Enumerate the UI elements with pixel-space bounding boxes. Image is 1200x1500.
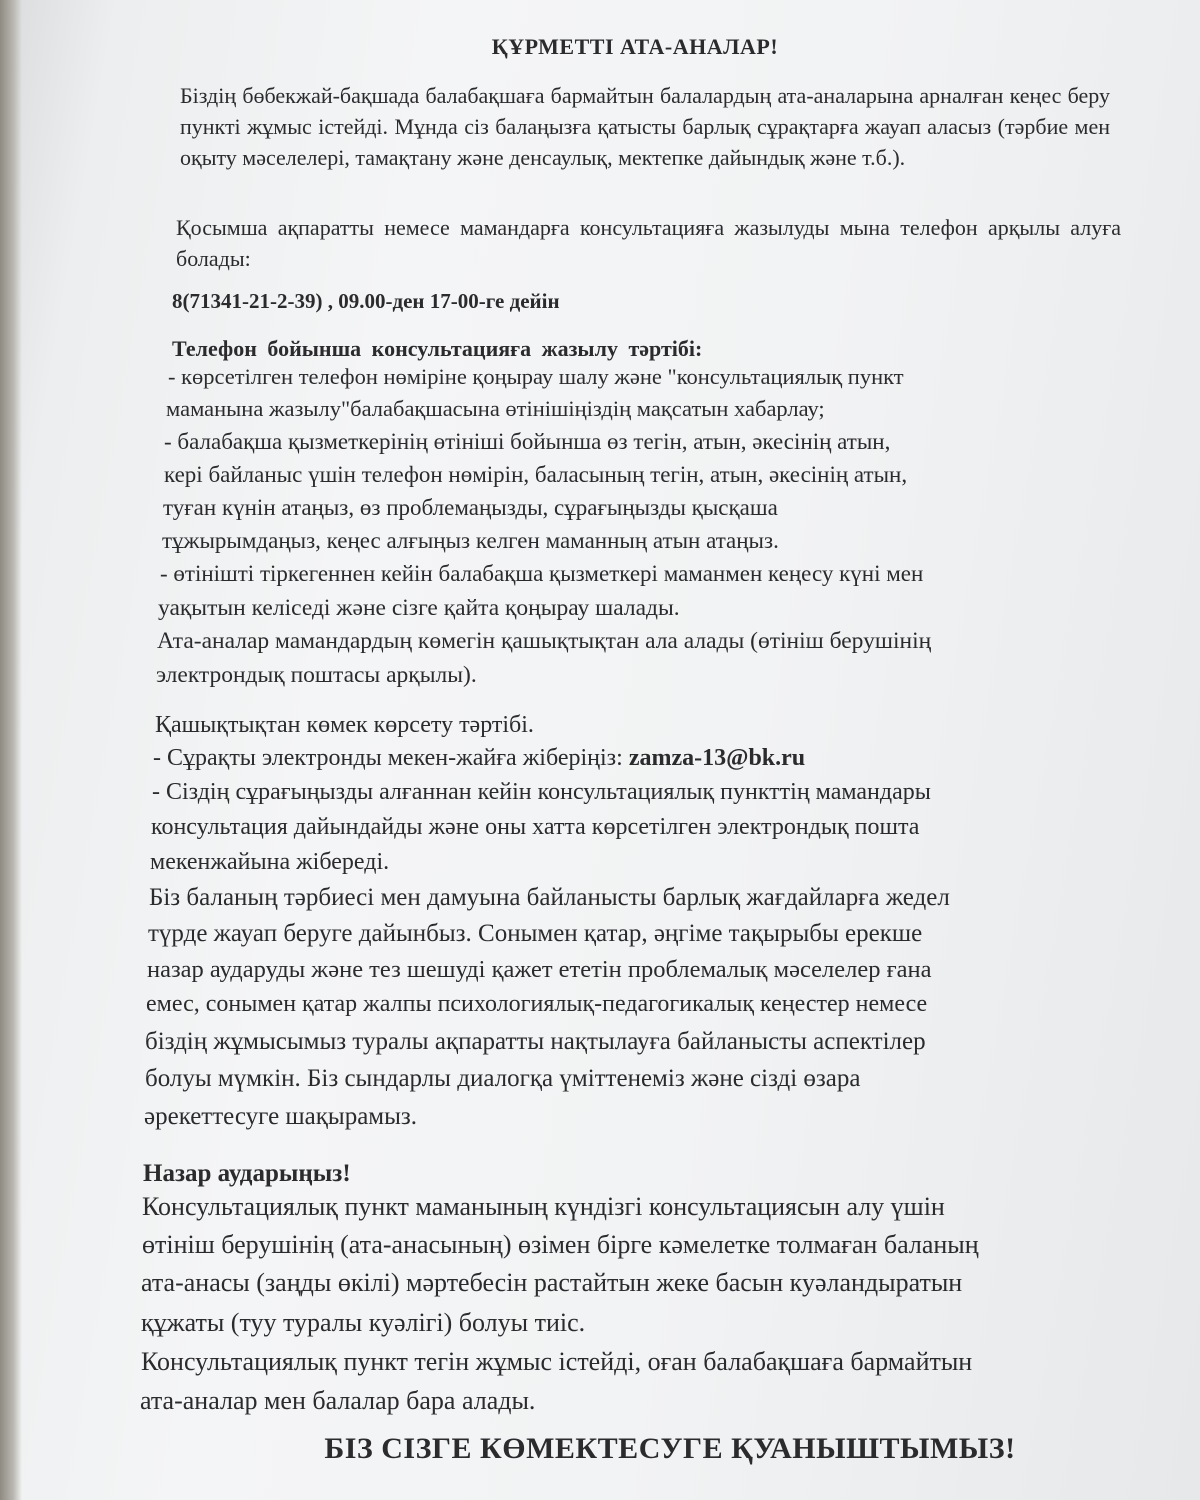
text-line: Ата-аналар мамандардың көмегін қашықтықтан ала алады (өтініш берушінің: [157, 628, 932, 654]
text-line: электрондық поштасы арқылы).: [156, 662, 477, 688]
text-line: ата-анасы (заңды өкілі) мәртебесін растайтын жеке басын куәландыратын: [141, 1268, 963, 1297]
text-line: біздің жұмысымыз туралы ақпаратты нақтылауға байланысты аспектілер: [145, 1028, 926, 1055]
text-line: Консультациялық пункт тегін жұмыс істейді, оған балабақшаға бармайтын: [141, 1347, 973, 1376]
info-paragraph: Қосымша ақпаратты немесе мамандарға консультацияға жазылуды мына телефон арқылы алуға болады:: [176, 215, 1121, 271]
email-prefix: - Сұрақты электронды мекен-жайға жіберіңіз:: [153, 745, 629, 771]
remote-section-heading: Қашықтықтан көмек көрсету тәртібі.: [155, 712, 534, 738]
text-line: болуы мүмкін. Біз сындарлы диалогқа үміттенеміз және сізді өзара: [145, 1065, 861, 1092]
text-line: - көрсетілген телефон нөміріне қоңырау шалу және "консультациялық пункт: [168, 364, 904, 389]
text-line: Біз баланың тәрбиесі мен дамуына байланысты барлық жағдайларға жедел: [149, 884, 950, 911]
text-line: туған күнін атаңыз, өз проблемаңызды, сұрағыңызды қысқаша: [163, 495, 778, 520]
text-line: тұжырымдаңыз, кеңес алғыңыз келген маманның атын атаңыз.: [162, 528, 779, 553]
page-title: ҚҰРМЕТТІ АТА-АНАЛАР!: [491, 34, 779, 59]
text-line: түрде жауап беруге дайынбыз. Сонымен қатар, әңгіме тақырыбы ерекше: [148, 920, 923, 947]
email-line: [153, 745, 805, 772]
email-address: zamza-13@bk.ru: [628, 745, 806, 771]
phone-line: 8(71341-21-2-39) , 09.00-ден 17-00-ге дейін: [172, 289, 560, 313]
text-line: консультация дайындайды және оны хатта көрсетілген электрондық пошта: [151, 814, 920, 840]
text-line: - балабақша қызметкерінің өтініші бойынша өз тегін, атын, әкесінің атын,: [164, 429, 891, 454]
text-line: құжаты (туу туралы куәлігі) болуы тиіс.: [141, 1308, 586, 1337]
text-line: уақытын келіседі және сізге қайта қоңырау шалады.: [158, 595, 680, 621]
footer-slogan: БІЗ СІЗГЕ КӨМЕКТЕСУГЕ ҚУАНЫШТЫМЫЗ!: [324, 1432, 1016, 1465]
text-line: назар аударуды және тез шешуді қажет ететін проблемалық мәселелер ғана: [147, 956, 932, 983]
intro-paragraph: Біздің бөбекжай-бақшада балабақшаға бармайтын балалардың ата-аналарына арналған кеңес беру пункті жұмыс істейді. Мұнда сіз балаңызға қатысты барлық сұрақтарға жауап аласыз (тәрбие мен оқыту мәселелері, тамақтану және денсаулық, мектепке дайындық және т.б.).: [180, 83, 1110, 170]
text-line: Консультациялық пункт маманының күндізгі консультациясын алу үшін: [142, 1192, 945, 1221]
text-line: - Сіздің сұрағыңызды алғаннан кейін консультациялық пункттің мамандары: [152, 779, 931, 805]
text-line: емес, сонымен қатар жалпы психологиялық-педагогикалық кеңестер немесе: [146, 991, 928, 1017]
text-line: әрекеттесуге шақырамыз.: [144, 1103, 418, 1130]
text-line: өтініш берушінің (ата-анасының) өзімен бірге кәмелетке толмаған баланың: [142, 1230, 979, 1259]
attention-heading: Назар аударыңыз!: [143, 1160, 351, 1187]
page-edge-shadow: [0, 0, 22, 1500]
text-line: ата-аналар мен балалар бара алады.: [140, 1386, 536, 1415]
text-line: маманына жазылу"балабақшасына өтінішіңіздің мақсатын хабарлау;: [166, 396, 825, 421]
phone-section-heading: Телефон бойынша консультацияға жазылу тәртібі:: [172, 336, 703, 361]
text-line: - өтінішті тіркегеннен кейін балабақша қызметкері маманмен кеңесу күні мен: [160, 561, 924, 586]
text-line: кері байланыс үшін телефон нөмірін, баласының тегін, атын, әкесінің атын,: [164, 462, 908, 487]
text-line: мекенжайына жібереді.: [150, 849, 390, 875]
